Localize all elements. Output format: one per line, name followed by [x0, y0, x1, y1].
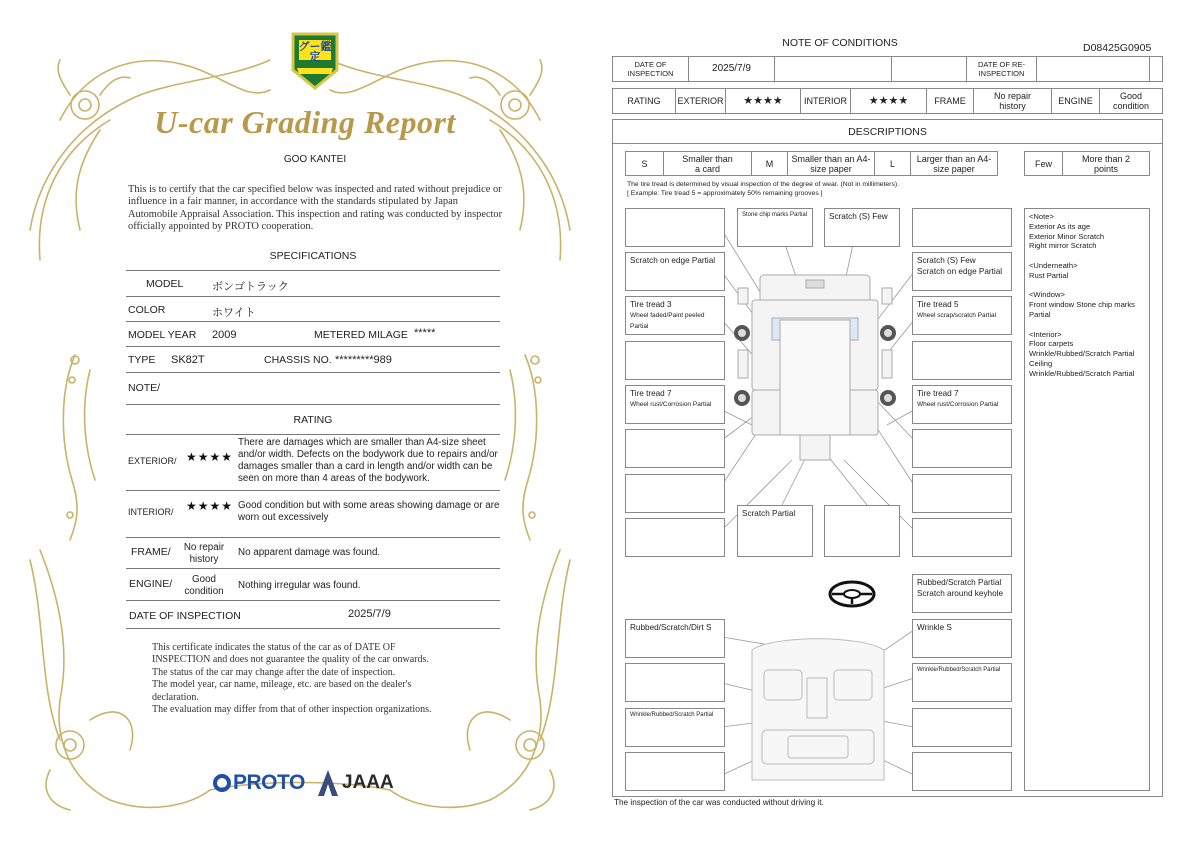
comment-box: [625, 663, 725, 702]
comment-box: [912, 474, 1012, 513]
model-label: MODEL: [146, 278, 184, 290]
comment-box: Wrinkle/Rubbed/Scratch Partial: [625, 708, 725, 747]
note-line: [1029, 281, 1145, 291]
few-legend: [1024, 151, 1150, 176]
proto-text: PROTO: [233, 771, 305, 794]
date-of-inspection-value: 2025/7/9: [348, 608, 391, 620]
jaaa-text: JAAA: [342, 772, 394, 793]
legend-text-s: Smaller than a card: [664, 152, 752, 175]
legend-code-m: M: [752, 152, 788, 175]
comment-line: Tire tread 7: [917, 389, 959, 398]
date-blank: [775, 57, 892, 81]
exterior-stars: ★★★★: [726, 89, 801, 113]
comment-box: [912, 708, 1012, 747]
reinspection-value: [1037, 57, 1150, 81]
comment-line: Scratch on edge Partial: [917, 267, 1003, 276]
legend-code-l: L: [875, 152, 911, 175]
color-value: ホワイト: [212, 307, 256, 319]
certificate-footer: [152, 642, 482, 716]
report-subtitle: GOO KANTEI: [283, 154, 347, 165]
rating-heading: RATING: [293, 414, 333, 426]
date-of-inspection-label: DATE OF INSPECTION: [129, 610, 241, 622]
frame-value: No repair history: [974, 89, 1052, 113]
note-line: Exterior Minor Scratch: [1029, 231, 1105, 241]
engine-label: ENGINE: [1052, 89, 1100, 113]
comment-box: [912, 752, 1012, 791]
note-line: [1029, 320, 1145, 330]
comment-box: [625, 474, 725, 513]
comment-box: [625, 296, 725, 335]
comment-line: Wheel faded/Paint peeled Partial: [630, 312, 705, 330]
engine-description: Nothing irregular was found.: [238, 580, 361, 591]
model-value: ボンゴトラック: [212, 281, 289, 293]
metered-milage-label: METERED MILAGE: [314, 329, 408, 341]
comment-box: [625, 208, 725, 247]
size-legend: [625, 151, 998, 176]
exterior-label: EXTERIOR: [676, 89, 726, 113]
interior-description: Good condition but with some areas showing damage or are worn out excessively: [238, 500, 500, 523]
interior-stars: ★★★★: [186, 499, 234, 513]
inspection-date-row: [612, 56, 1163, 82]
certification-text: This is to certify that the car specified below was inspected and rated without prejudice or influence in a fair manner, in accordance with the standards stipulated by Japan Automobile Appraisal Association. This inspection and rating was conducted by inspector officially appointed by PROTO cooperation.: [128, 184, 503, 233]
note-line: Wrinkle/Rubbed/Scratch Partial: [1029, 368, 1135, 378]
note-line: <Interior>: [1029, 329, 1062, 339]
interior-label: INTERIOR/: [128, 507, 174, 517]
comment-line: Rubbed/Scratch Partial: [917, 578, 1002, 587]
legend-text-l: Larger than an A4-size paper: [916, 153, 992, 174]
type-label: TYPE: [128, 354, 156, 366]
comment-line: Scratch around keyhole: [917, 589, 1004, 598]
tire-note-line: The tire tread is determined by visual inspection of the degree of wear. (Not in millimeters).: [627, 181, 899, 188]
date-of-inspection-value: 2025/7/9: [689, 57, 775, 81]
comment-line: Wheel rust/Corrosion Partial: [917, 401, 999, 408]
comment-box: Stone chip marks Partial: [737, 208, 813, 247]
exterior-label: EXTERIOR/: [128, 456, 177, 466]
model-year-label: MODEL YEAR: [128, 329, 197, 341]
engine-label: ENGINE/: [129, 578, 173, 590]
comment-box: [912, 208, 1012, 247]
comment-line: Tire tread 3: [630, 300, 672, 309]
comment-box: [625, 752, 725, 791]
frame-value: No repair history: [183, 542, 225, 565]
footer-line: This certificate indicates the status of the car as of DATE OF: [152, 642, 396, 653]
few-text: More than 2 points: [1081, 153, 1131, 174]
note-line: Exterior As its age: [1029, 221, 1091, 231]
notes-panel: [1024, 208, 1150, 791]
specifications-heading: SPECIFICATIONS: [269, 250, 357, 262]
inspection-footer-note: The inspection of the car was conducted without driving it.: [614, 798, 824, 807]
note-line: Wrinkle/Rubbed/Scratch Partial: [1029, 349, 1135, 359]
chassis-label: CHASSIS NO.: [264, 354, 332, 366]
comment-line: Scratch (S) Few: [917, 256, 976, 265]
jaaa-mark-icon: [318, 770, 338, 796]
comment-box: [912, 518, 1012, 557]
frame-description: No apparent damage was found.: [238, 547, 381, 558]
footer-line: The evaluation may differ from that of other inspection organizations.: [152, 704, 432, 716]
date-of-inspection-label: DATE OF INSPECTION: [613, 57, 689, 81]
report-title: U-car Grading Report: [154, 104, 456, 140]
engine-value: Good condition: [184, 574, 224, 597]
note-line: Rust Partial: [1029, 270, 1069, 280]
logo-text: グー鑑定: [298, 41, 332, 63]
proto-logo: [213, 770, 305, 796]
comment-box: [912, 574, 1012, 613]
date-of-reinspection-label: DATE OF RE-INSPECTION: [967, 57, 1037, 81]
comment-line: Tire tread 7: [630, 389, 672, 398]
comment-line: Wheel scrap/scratch Partial: [917, 312, 997, 319]
comment-line: Tire tread 5: [917, 300, 959, 309]
model-year-value: 2009: [212, 329, 237, 341]
footer-line: INSPECTION and does not guarantee the quality of the car onwards.: [152, 654, 429, 666]
tire-note: [627, 180, 899, 198]
conditions-title: NOTE OF CONDITIONS: [782, 37, 898, 49]
legend-code-s: S: [626, 152, 664, 175]
rating-row: [612, 88, 1163, 114]
date-blank: [892, 57, 967, 81]
note-line: <Window>: [1029, 290, 1065, 300]
comment-box: [625, 429, 725, 468]
type-value: SK82T: [171, 354, 205, 366]
steering-wheel-icon: [830, 582, 874, 606]
chassis-value: *********989: [335, 354, 392, 366]
note-line: Front window Stone chip marks Partial: [1029, 300, 1135, 319]
comment-box: [625, 518, 725, 557]
comment-box: Rubbed/Scratch/Dirt S: [625, 619, 725, 658]
engine-value: Good condition: [1112, 91, 1150, 111]
comment-box: Scratch (S) Few: [824, 208, 900, 247]
proto-q-icon: [213, 774, 231, 792]
few-label: Few: [1025, 152, 1063, 175]
note-line: Ceiling: [1029, 358, 1053, 368]
exterior-stars: ★★★★: [186, 450, 234, 464]
note-line: [1029, 251, 1145, 261]
footer-line: The model year, car name, mileage, etc. are based on the dealer's: [152, 679, 412, 691]
comment-box: [912, 252, 1012, 291]
comment-box: [912, 341, 1012, 380]
exterior-description: There are damages which are smaller than A4-size sheet and/or width. Defects on the bodywork due to repairs and/or damages smaller than a card in length and/or width can be seen on more than 4 areas of the bodywork.: [238, 437, 498, 484]
interior-stars: ★★★★: [851, 89, 927, 113]
footer-line: declaration.: [152, 691, 199, 703]
interior-label: INTERIOR: [801, 89, 851, 113]
goo-kantei-logo: [287, 30, 343, 92]
frame-label: FRAME: [927, 89, 974, 113]
comment-box: [824, 505, 900, 557]
note-line: Right mirror Scratch: [1029, 241, 1097, 251]
document-id: D08425G0905: [1083, 42, 1152, 54]
note-line: <Underneath>: [1029, 260, 1078, 270]
comment-line: Wheel rust/Corrosion Partial: [630, 401, 712, 408]
frame-label: FRAME/: [131, 546, 171, 558]
comment-box: Wrinkle/Rubbed/Scratch Partial: [912, 663, 1012, 702]
note-line: <Note>: [1029, 212, 1054, 221]
color-label: COLOR: [128, 304, 166, 316]
legend-text-m: Smaller than an A4-size paper: [788, 152, 875, 175]
footer-line: The status of the car may change after the date of inspection.: [152, 666, 396, 678]
comment-box: [625, 341, 725, 380]
note-label: NOTE/: [128, 382, 161, 394]
rating-label: RATING: [613, 89, 676, 113]
comment-box: [912, 296, 1012, 335]
comment-box: [912, 385, 1012, 424]
comment-box: Scratch Partial: [737, 505, 813, 557]
metered-milage-value: *****: [414, 327, 436, 339]
note-line: Floor carpets: [1029, 339, 1074, 349]
comment-box: Scratch on edge Partial: [625, 252, 725, 291]
descriptions-heading: DESCRIPTIONS: [848, 126, 927, 138]
comment-box: [625, 385, 725, 424]
tire-note-line: [ Example: Tire tread 5 = approximately 50% remaining grooves ]: [627, 190, 823, 197]
jaaa-logo: [318, 770, 394, 796]
comment-box: [912, 429, 1012, 468]
comment-box: Wrinkle S: [912, 619, 1012, 658]
